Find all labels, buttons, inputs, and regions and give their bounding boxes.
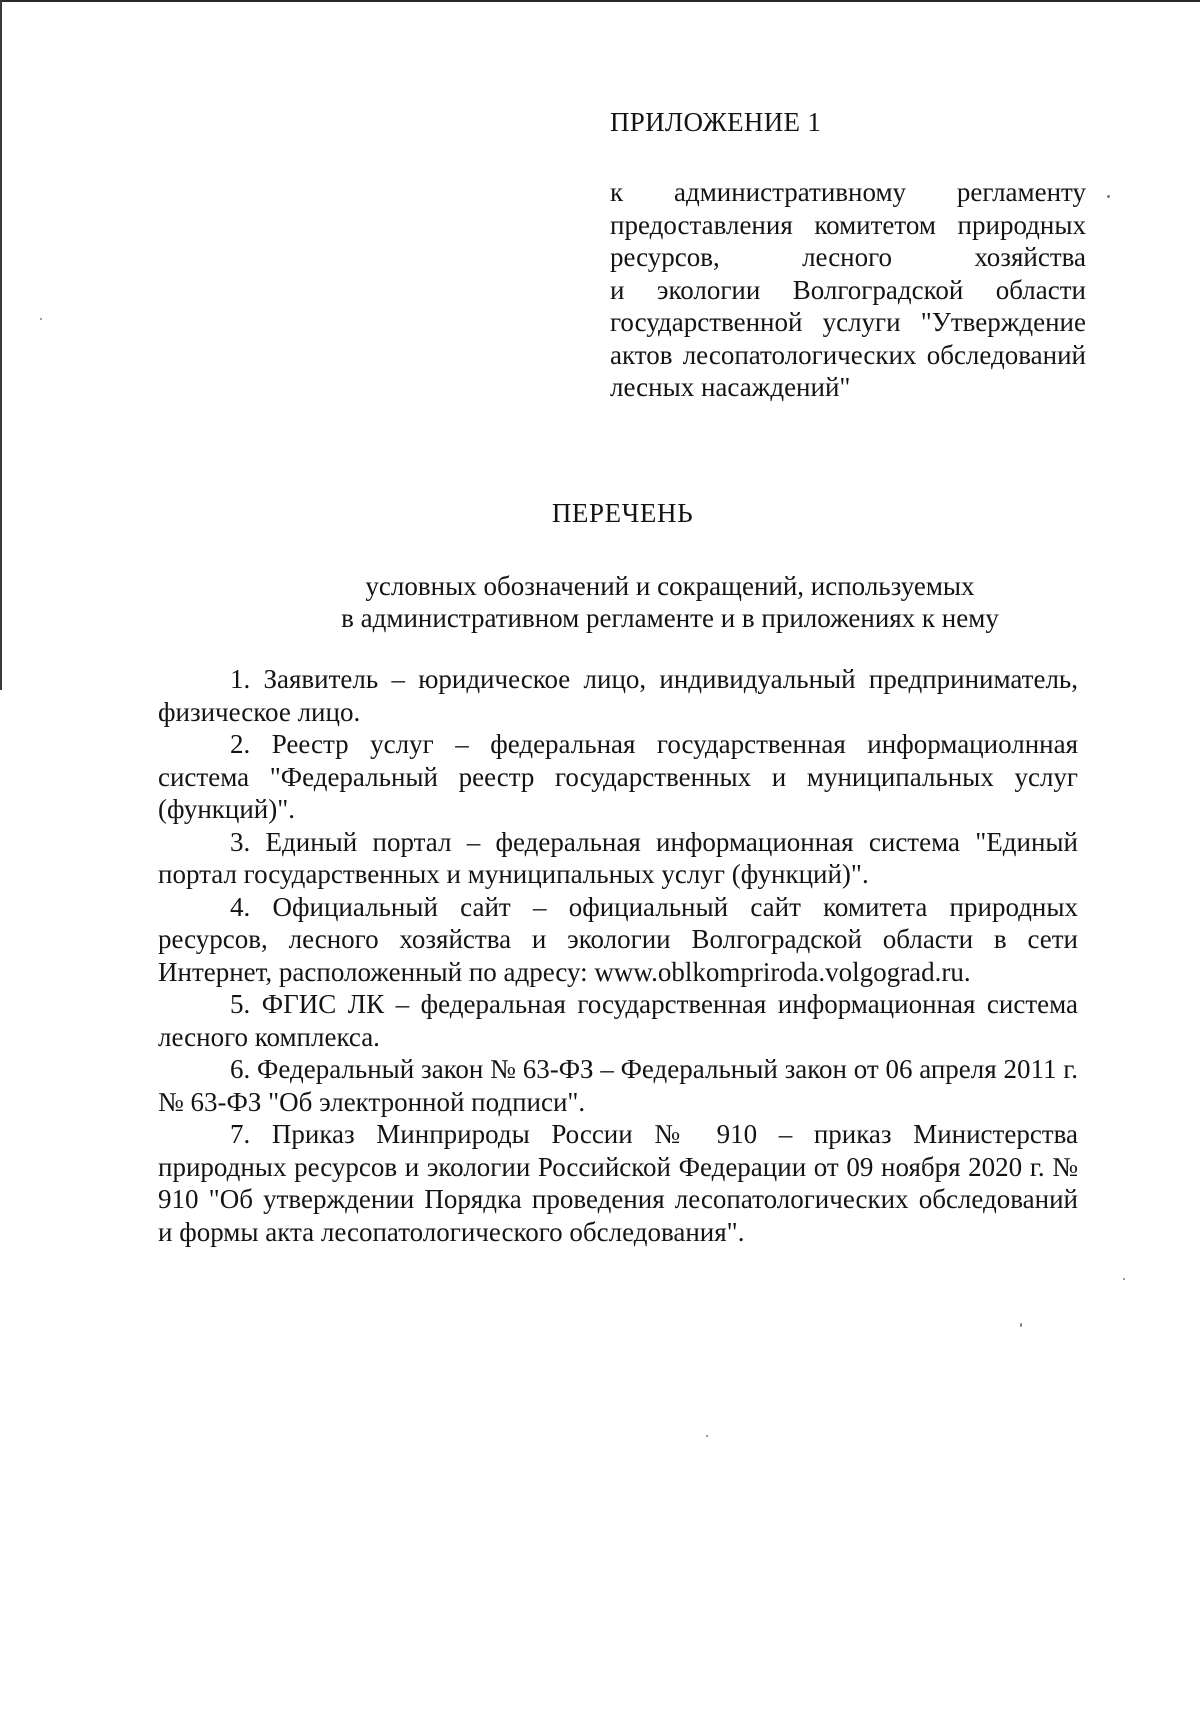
definition-item: 4. Официальный сайт – официальный сайт комитета природных ресурсов, лесного хозяйства и экологии Волгоградской области в сети Интернет, расположенный по адресу: www.oblkompriroda.volgograd.ru. <box>158 891 1078 987</box>
definition-item: 7. Приказ Минприроды России № 910 – приказ Министерства природных ресурсов и экологии Российской Федерации от 09 ноября 2020 г. № 910 "Об утверждении Порядка проведения лесопатологических обследований и формы акта лесопатологического обследования". <box>158 1119 1078 1247</box>
document-subheading <box>170 570 1170 634</box>
definition-item: 1. Заявитель – юридическое лицо, индивидуальный предприниматель, физическое лицо. <box>158 664 1078 727</box>
scan-speck <box>40 318 42 320</box>
scan-speck <box>1123 1278 1125 1280</box>
appendix-line: ресурсов, лесного хозяйства <box>610 242 1086 272</box>
definition-item: 6. Федеральный закон № 63-ФЗ – Федеральный закон от 06 апреля 2011 г. № 63-ФЗ "Об электронной подписи". <box>158 1054 1078 1117</box>
appendix-header <box>610 100 1086 404</box>
subheading-line: в административном регламенте и в приложениях к нему <box>341 603 999 633</box>
appendix-line: актов лесопатологических обследований <box>610 339 1086 370</box>
appendix-description <box>610 176 1086 404</box>
appendix-line: к административному регламенту <box>610 177 1086 207</box>
subheading-line: условных обозначений и сокращений, используемых <box>365 571 975 601</box>
appendix-line: предоставления комитетом природных <box>610 209 1086 240</box>
scan-speck <box>1020 1323 1022 1327</box>
definition-item: 2. Реестр услуг – федеральная государственная информациолнная система "Федеральный реестр государственных и муниципальных услуг (функций)". <box>158 729 1078 824</box>
definitions-list <box>158 663 1078 1248</box>
scan-speck <box>706 1435 708 1437</box>
appendix-title: ПРИЛОЖЕНИЕ 1 <box>610 107 822 137</box>
appendix-line: и экологии Волгоградской области <box>610 274 1086 305</box>
appendix-line: лесных насаждений" <box>610 372 851 402</box>
definition-item: 3. Единый портал – федеральная информационная система "Единый портал государственных и муниципальных услуг (функций)". <box>158 826 1078 889</box>
scan-speck <box>1107 195 1110 198</box>
definition-item: 5. ФГИС ЛК – федеральная государственная информационная система лесного комплекса. <box>158 989 1078 1052</box>
scan-edge-left <box>0 0 2 690</box>
document-heading: ПЕРЕЧЕНЬ <box>551 498 694 528</box>
scan-edge-top <box>0 0 1200 2</box>
appendix-line: государственной услуги "Утверждение <box>610 307 1086 337</box>
